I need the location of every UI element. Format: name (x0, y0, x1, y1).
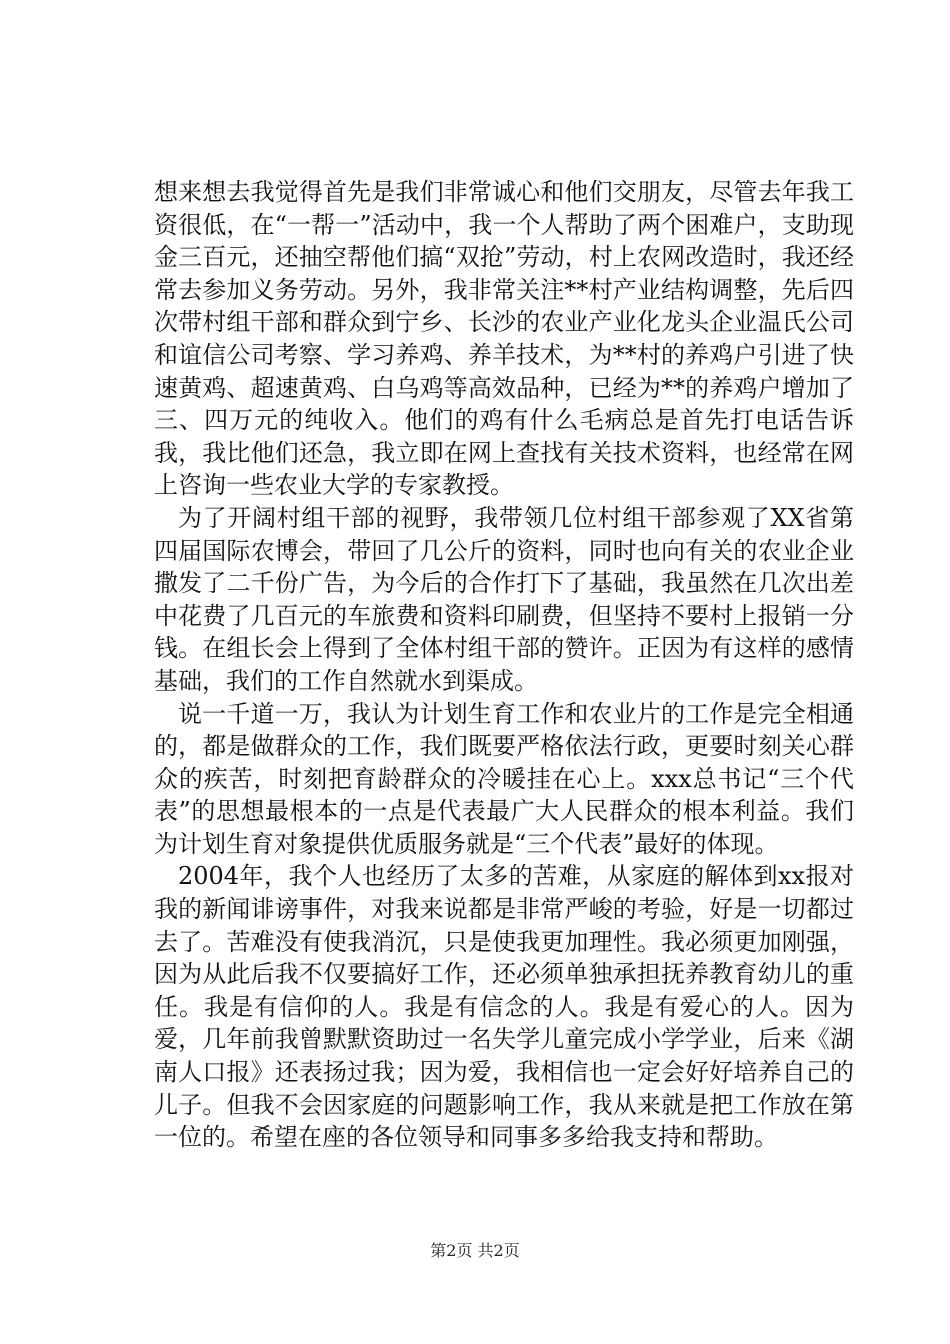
paragraph-4: 2004年，我个人也经历了太多的苦难，从家庭的解体到xx报对我的新闻诽谤事件，对我来说都是非常严峻的考验，好是一切都过去了。苦难没有使我消沉，只是使我更加理性。我必须更加刚强，因为从此后我不仅要搞好工作，还必须单独承担抚养教育幼儿的重任。我是有信仰的人。我是有信念的人。我是有爱心的人。因为爱，几年前我曾默默资助过一名失学儿童完成小学学业，后来《湖南人口报》还表扬过我；因为爱，我相信也一定会好好培养自己的儿子。但我不会因家庭的问题影响工作，我从来就是把工作放在第一位的。希望在座的各位领导和同事多多给我支持和帮助。 (154, 862, 854, 1152)
page-footer: 第2页 共2页 (430, 1241, 520, 1260)
paragraph-1: 想来想去我觉得首先是我们非常诚心和他们交朋友，尽管去年我工资很低，在“一帮一”活动中，我一个人帮助了两个困难户，支助现金三百元，还抽空帮他们搞“双抢”劳动，村上农网改造时，我还经常去参加义务劳动。另外，我非常关注**村产业结构调整，先后四次带村组干部和群众到宁乡、长沙的农业产业化龙头企业温氏公司和谊信公司考察、学习养鸡、养羊技术，为**村的养鸡户引进了快速黄鸡、超速黄鸡、白乌鸡等高效品种，已经为**的养鸡户增加了三、四万元的纯收入。他们的鸡有什么毛病总是首先打电话告诉我，我比他们还急，我立即在网上查找有关技术资料，也经常在网上咨询一些农业大学的专家教授。 (154, 178, 854, 500)
paragraph-2: 为了开阔村组干部的视野，我带领几位村组干部参观了XX省第四届国际农博会，带回了几公斤的资料，同时也向有关的农业企业撒发了二千份广告，为今后的合作打下了基础，我虽然在几次出差中花费了几百元的车旅费和资料印刷费，但坚持不要村上报销一分钱。在组长会上得到了全体村组干部的赞许。正因为有这样的感情基础，我们的工作自然就水到渠成。 (154, 503, 854, 695)
paragraph-3: 说一千道一万，我认为计划生育工作和农业片的工作是完全相通的，都是做群众的工作，我们既要严格依法行政，更要时刻关心群众的疾苦，时刻把育龄群众的冷暖挂在心上。xxx总书记“三个代表”的思想最根本的一点是代表最广大人民群众的根本利益。我们为计划生育对象提供优质服务就是“三个代表”最好的体现。 (154, 699, 854, 858)
document-body (154, 176, 854, 1154)
